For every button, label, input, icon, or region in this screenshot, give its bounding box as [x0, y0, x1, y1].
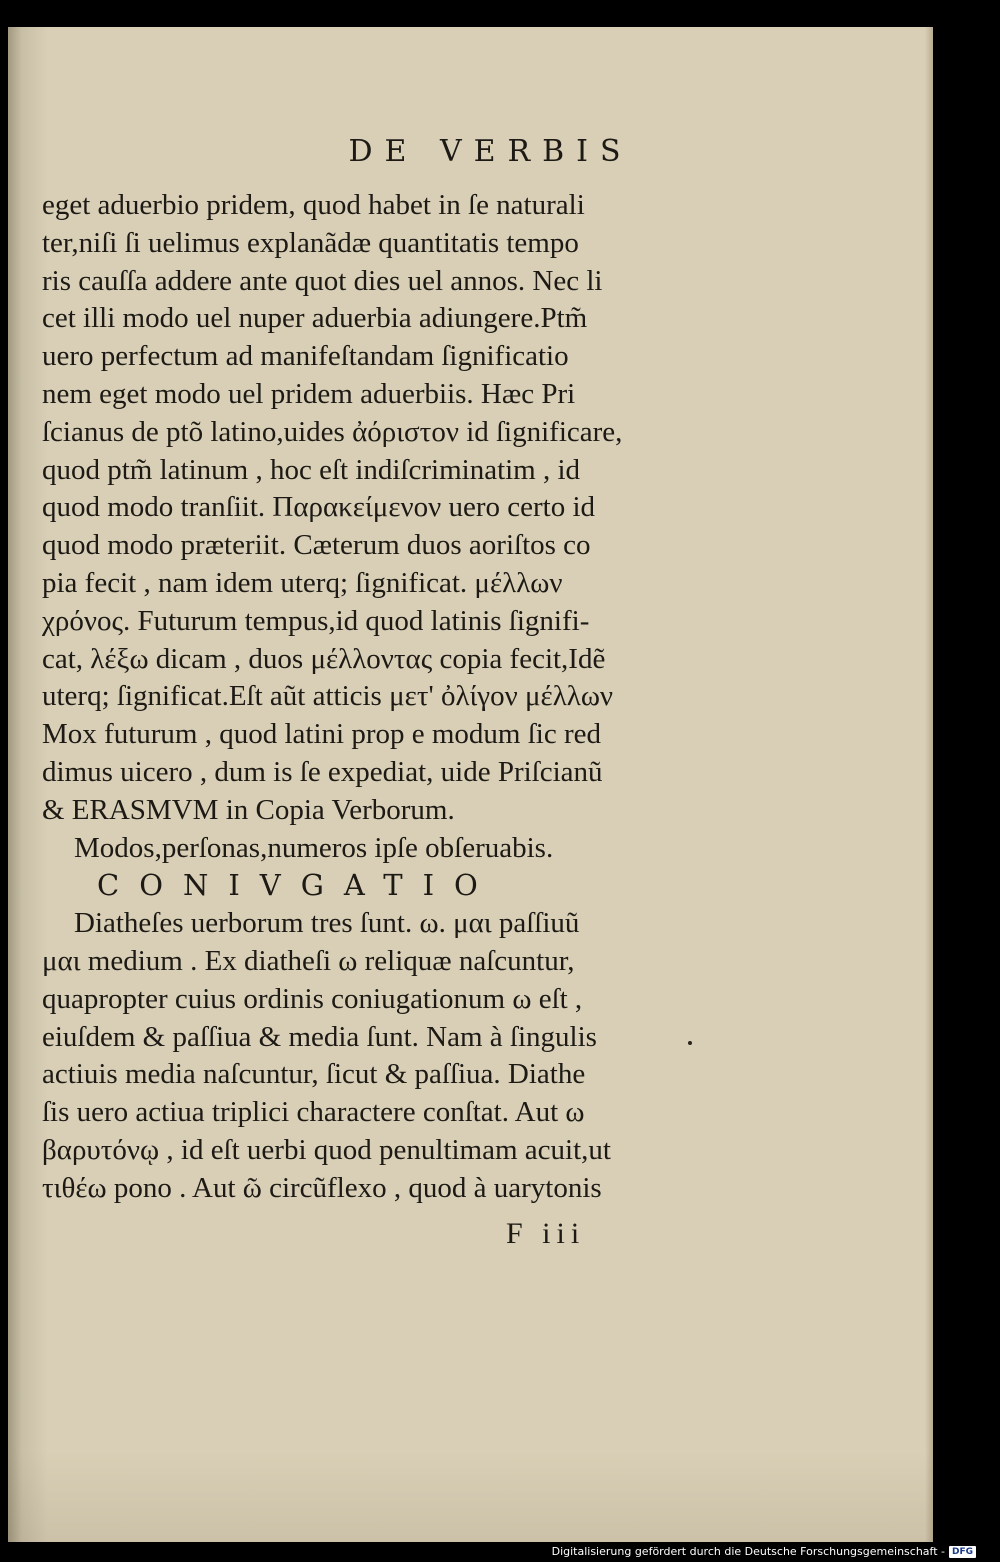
digitization-credit [552, 1545, 976, 1558]
text-line: cet illi modo uel nuper aduerbia adiungere.Ptm̃ [42, 302, 588, 335]
credit-text: Digitalisierung gefördert durch die Deutsche Forschungsgemeinschaft - [551, 1545, 945, 1558]
text-line: βαρυτόνῳ , id eſt uerbi quod penultimam acuit,ut [42, 1133, 611, 1166]
text-line: nem eget modo uel pridem aduerbiis. Hæc Pri [42, 377, 576, 410]
text-line: μαι medium . Ex diatheſi ω reliquæ naſcuntur, [42, 944, 575, 977]
text-line: ter,niſi ſi uelimus explanãdæ quantitatis tempo [42, 226, 579, 259]
dfg-logo-icon: DFG [949, 1546, 976, 1558]
text-line: & ERASMVM in Copia Verborum. [42, 793, 455, 826]
text-line: quapropter cuius ordinis coniugationum ω eſt , [42, 982, 583, 1015]
text-line: uterq; ſignificat.Eſt aũt atticis μετ' ὀλίγον μέλλων [42, 680, 614, 713]
text-line: Mox futurum , quod latini prop e modum ſic red [42, 718, 601, 751]
text-line: actiuis media naſcuntur, ſicut & paſſiua. Diathe [42, 1058, 586, 1091]
text-line: quod modo tranſiit. Παρακείμενον uero certo id [42, 491, 596, 524]
text-line: quod ptm̃ latinum , hoc eſt indiſcriminatim , id [42, 453, 581, 486]
text-line: quod modo præteriit. Cæterum duos aoriſtos co [42, 529, 591, 562]
section-heading: CONIVGATIO [97, 868, 498, 903]
text-line: cat, λέξω dicam , duos μέλλοντας copia fecit,Idẽ [42, 642, 606, 675]
signature-mark: F iii [506, 1217, 586, 1250]
text-line: ris cauſſa addere ante quot dies uel annos. Nec li [42, 264, 603, 297]
text-line: uero perfectum ad manifeſtandam ſignificatio [42, 340, 569, 373]
page-edge [925, 27, 933, 1542]
running-head: DE VERBIS [348, 134, 633, 169]
text-line: eiuſdem & paſſiua & media ſunt. Nam à ſingulis [42, 1020, 597, 1053]
text-line: Diatheſes uerborum tres ſunt. ω. μαι paſſiuũ [74, 907, 580, 940]
text-line: ſis uero actiua triplici charactere conſtat. Aut ω [42, 1096, 585, 1129]
text-line: eget aduerbio pridem, quod habet in ſe naturali [42, 189, 585, 221]
text-line: τιθέω pono . Aut ῶ circũflexo , quod à uarytonis [42, 1171, 602, 1204]
text-line: ſcianus de ptõ latino,uides ἀόριστον id ſignificare, [42, 415, 623, 448]
book-page [8, 27, 933, 1542]
text-line: dimus uicero , dum is ſe expediat, uide Priſcianũ [42, 755, 603, 788]
indented-line: Modos,perſonas,numeros ipſe obſeruabis. [74, 831, 554, 864]
text-line: pia fecit , nam idem uterq; ſignificat. μέλλων [42, 566, 563, 599]
text-line: χρόνος. Futurum tempus,id quod latinis ſignifi- [42, 604, 590, 637]
ink-speck [688, 1041, 692, 1045]
body-text [42, 187, 692, 1208]
